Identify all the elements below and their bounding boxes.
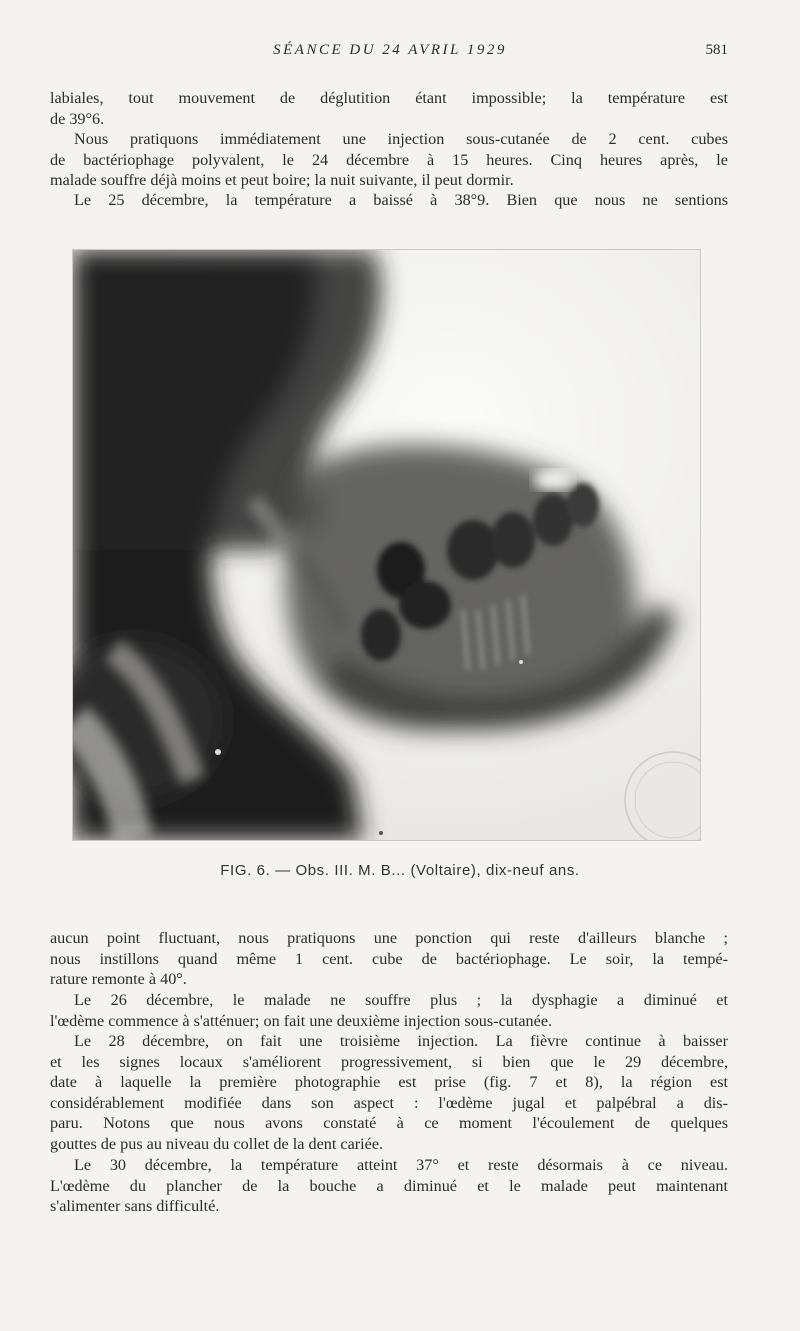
text-line: considérablement modifiée dans son aspect : l'œdème jugal et palpébral a dis- bbox=[50, 1093, 728, 1112]
paragraph-bottom-3 bbox=[50, 1031, 728, 1154]
paragraph-top-2 bbox=[50, 129, 728, 191]
text-line: malade souffre déjà moins et peut boire; la nuit suivante, il peut dormir. bbox=[50, 171, 514, 189]
radiograph-figure bbox=[72, 249, 701, 841]
text-line: Le 26 décembre, le malade ne souffre plus ; la dysphagie a diminué et bbox=[74, 991, 728, 1009]
paragraph-bottom-1 bbox=[50, 928, 728, 990]
text-line: Le 25 décembre, la température a baissé à 38°9. Bien que nous ne sentions bbox=[74, 191, 728, 209]
text-line: Le 28 décembre, on fait une troisième injection. La fièvre continue à baisser bbox=[74, 1032, 728, 1050]
text-line: l'œdème commence à s'atténuer; on fait une deuxième injection sous-cutanée. bbox=[50, 1011, 553, 1030]
paragraph-top-3 bbox=[50, 190, 728, 211]
paragraph-bottom-4 bbox=[50, 1155, 728, 1217]
text-line: de bactériophage polyvalent, le 24 décembre à 15 heures. Cinq heures après, le bbox=[50, 150, 728, 169]
text-line: nous instillons quand même 1 cent. cube de bactériophage. Le soir, la tempé- bbox=[50, 949, 728, 968]
paragraph-top-1 bbox=[50, 88, 728, 129]
figure-caption: FIG. 6. — Obs. III. M. B... (Voltaire), dix-neuf ans. bbox=[220, 862, 580, 879]
text-line: date à laquelle la première photographie est prise (fig. 7 et 8), la région est bbox=[50, 1073, 728, 1091]
text-line: paru. Notons que nous avons constaté à ce moment l'écoulement de quelques bbox=[50, 1114, 728, 1132]
text-line: s'alimenter sans difficulté. bbox=[50, 1197, 220, 1215]
paragraph-bottom-2 bbox=[50, 990, 728, 1031]
text-line: gouttes de pus au niveau du collet de la dent cariée. bbox=[50, 1134, 384, 1153]
running-head: SÉANCE DU 24 AVRIL 1929 bbox=[273, 42, 507, 58]
page-number: 581 bbox=[705, 42, 728, 58]
text-line: L'œdème du plancher de la bouche a diminué et le malade peut maintenant bbox=[50, 1176, 728, 1195]
text-line: labiales, tout mouvement de déglutition étant impossible; la température est bbox=[50, 89, 728, 107]
page-header bbox=[52, 42, 728, 64]
text-line: rature remonte à 40°. bbox=[50, 970, 187, 988]
text-line: aucun point fluctuant, nous pratiquons une ponction qui reste d'ailleurs blanche ; bbox=[50, 929, 728, 947]
text-line: et les signes locaux s'améliorent progressivement, si bien que le 29 décembre, bbox=[50, 1052, 728, 1071]
text-line: Nous pratiquons immédiatement une injection sous-cutanée de 2 cent. cubes bbox=[74, 130, 728, 148]
text-line: Le 30 décembre, la température atteint 37° et reste désormais à ce niveau. bbox=[74, 1156, 728, 1174]
xray-image bbox=[73, 250, 700, 840]
text-line: de 39°6. bbox=[50, 109, 105, 128]
